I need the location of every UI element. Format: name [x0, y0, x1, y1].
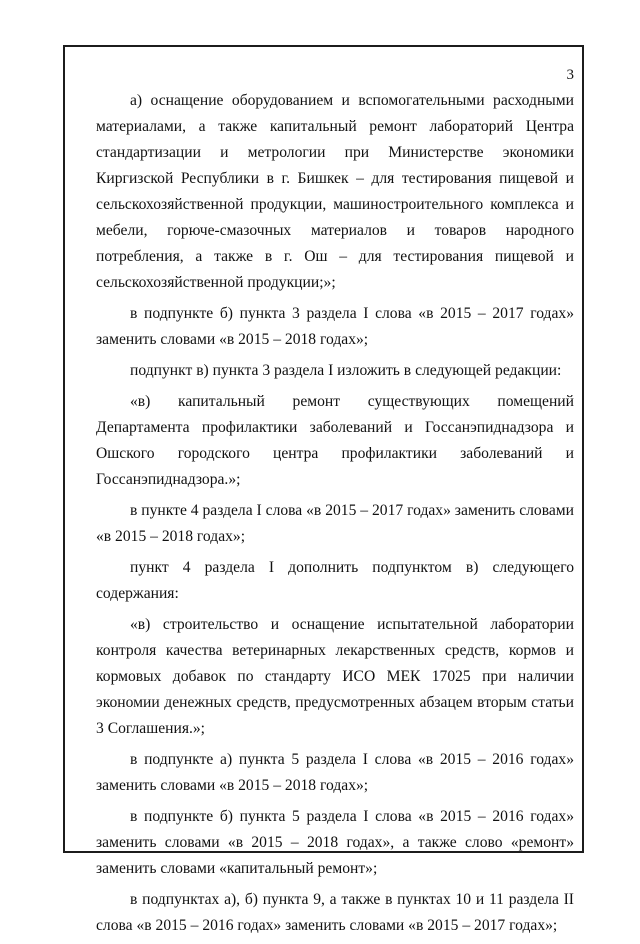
paragraph-3: подпункт в) пункта 3 раздела I изложить в следующей редакции: [130, 362, 562, 379]
paragraph-2: в подпункте б) пункта 3 раздела I слова «в 2015 – 2017 годах» заменить словами «в 2015 – 2018 годах»; [96, 305, 574, 348]
paragraph-4: «в) капитальный ремонт существующих помещений Департамента профилактики заболеваний и Госсанэпиднадзора и Ошского городского центра профилактики заболеваний и Госсанэпиднадзора.»; [96, 393, 574, 488]
document-body [96, 88, 574, 944]
paragraph-6: пункт 4 раздела I дополнить подпунктом в) следующего содержания: [96, 559, 574, 602]
page-number: 3 [566, 67, 574, 83]
paragraph-5: в пункте 4 раздела I слова «в 2015 – 2017 годах» заменить словами «в 2015 – 2018 годах»; [96, 502, 574, 545]
paragraph-9: в подпункте б) пункта 5 раздела I слова «в 2015 – 2016 годах» заменить словами «в 2015 – 2018 годах», а также слово «ремонт» заменить словами «капитальный ремонт»; [96, 808, 574, 877]
paragraph-8: в подпункте а) пункта 5 раздела I слова «в 2015 – 2016 годах» заменить словами «в 2015 – 2018 годах»; [96, 751, 574, 794]
paragraph-7: «в) строительство и оснащение испытательной лаборатории контроля качества ветеринарных лекарственных средств, кормов и кормовых добавок по стандарту ИСО МЕК 17025 при наличии экономии денежных средств, предусмотренных абзацем вторым статьи 3 Соглашения.»; [96, 616, 574, 737]
paragraph-1: а) оснащение оборудованием и вспомогательными расходными материалами, а также капитальный ремонт лабораторий Центра стандартизации и метрологии при Министерстве экономики Киргизской Республики в г. Бишкек – для тестирования пищевой и сельскохозяйственной продукции, машиностроительного комплекса и мебели, горюче-смазочных материалов и товаров народного потребления, а также в г. Ош – для тестирования пищевой и сельскохозяйственной продукции;»; [96, 92, 574, 291]
paragraph-10: в подпунктах а), б) пункта 9, а также в пунктах 10 и 11 раздела II слова «в 2015 – 2016 годах» заменить словами «в 2015 – 2017 годах»; [96, 891, 574, 934]
